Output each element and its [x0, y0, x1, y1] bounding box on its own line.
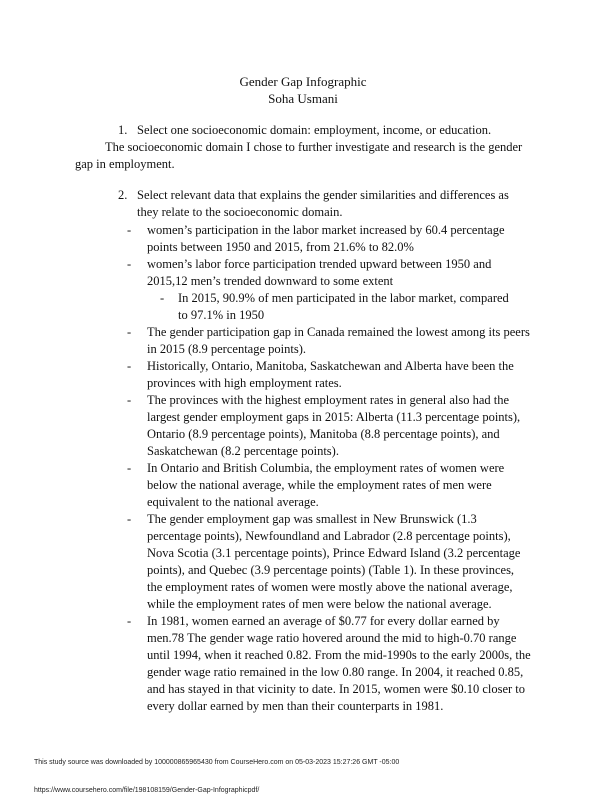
source-url[interactable]: https://www.coursehero.com/file/198108159/Gender-Gap-Infographicpdf/	[34, 787, 260, 794]
bullet-text: Historically, Ontario, Manitoba, Saskatchewan and Alberta have been the provinces with high employment rates.	[147, 359, 514, 390]
bullet-dash: -	[127, 512, 132, 526]
bullet-text: The provinces with the highest employment rates in general also had the largest gender employment gaps in 2015: Alberta (11.3 percentage points), Ontario (8.9 percentage points), Manitoba (8.8 percentage points), and Saskatchewan (8.2 percentage points).	[147, 393, 521, 458]
download-note: This study source was downloaded by 100000865965430 from CourseHero.com on 05-03-2023 15:27:26 GMT -05:00	[34, 759, 400, 766]
bullet-text: In 1981, women earned an average of $0.77 for every dollar earned by men.78 The gender wage ratio hovered around the mid to high-0.70 range until 1994, when it reached 0.82. From the mid-1990s to the early 2000s, the gender wage ratio remained in the low 0.80 range. In 2004, it reached 0.85, and has stayed in that vicinity to date. In 2015, women were $0.10 closer to every dollar earned by men than their counterparts in 1981.	[147, 614, 531, 713]
bullet-dash: -	[127, 223, 132, 237]
bullet-text: In Ontario and British Columbia, the employment rates of women were below the national average, while the employment rates of men were equivalent to the national average.	[147, 461, 505, 509]
bullet-text: women’s participation in the labor market increased by 60.4 percentage points between 1950 and 2015, from 21.6% to 82.0%	[147, 223, 505, 254]
bullet-text: The gender participation gap in Canada remained the lowest among its peers in 2015 (8.9 percentage points).	[147, 325, 530, 356]
item-number: 1.	[118, 123, 128, 137]
sub-bullet-dash: -	[160, 291, 165, 305]
document-title: Gender Gap Infographic	[239, 74, 367, 89]
bullet-dash: -	[127, 393, 132, 407]
bullet-dash: -	[127, 461, 132, 475]
bullet-dash: -	[127, 325, 132, 339]
item-heading: Select relevant data that explains the gender similarities and differences as they relate to the socioeconomic domain.	[137, 188, 509, 219]
item-body: The socioeconomic domain I chose to further investigate and research is the gender gap in employment.	[75, 140, 523, 171]
bullet-dash: -	[127, 614, 132, 628]
item-heading: Select one socioeconomic domain: employment, income, or education.	[137, 123, 492, 137]
document-author: Soha Usmani	[268, 91, 338, 106]
item-number: 2.	[118, 188, 128, 202]
bullet-dash: -	[127, 257, 132, 271]
bullet-text: women’s labor force participation trended upward between 1950 and 2015,12 men’s trended downward to some extent	[147, 257, 492, 288]
sub-bullet-text: In 2015, 90.9% of men participated in the labor market, compared to 97.1% in 1950	[178, 291, 509, 322]
bullet-dash: -	[127, 359, 132, 373]
bullet-text: The gender employment gap was smallest in New Brunswick (1.3 percentage points), Newfoundland and Labrador (2.8 percentage points), Nova Scotia (3.1 percentage points), Prince Edward Island (3.2 percentage points), and Quebec (3.9 percentage points) (Table 1). In these provinces, the employment rates of women were mostly above the national average, while the employment rates of men were below the national average.	[147, 512, 521, 611]
